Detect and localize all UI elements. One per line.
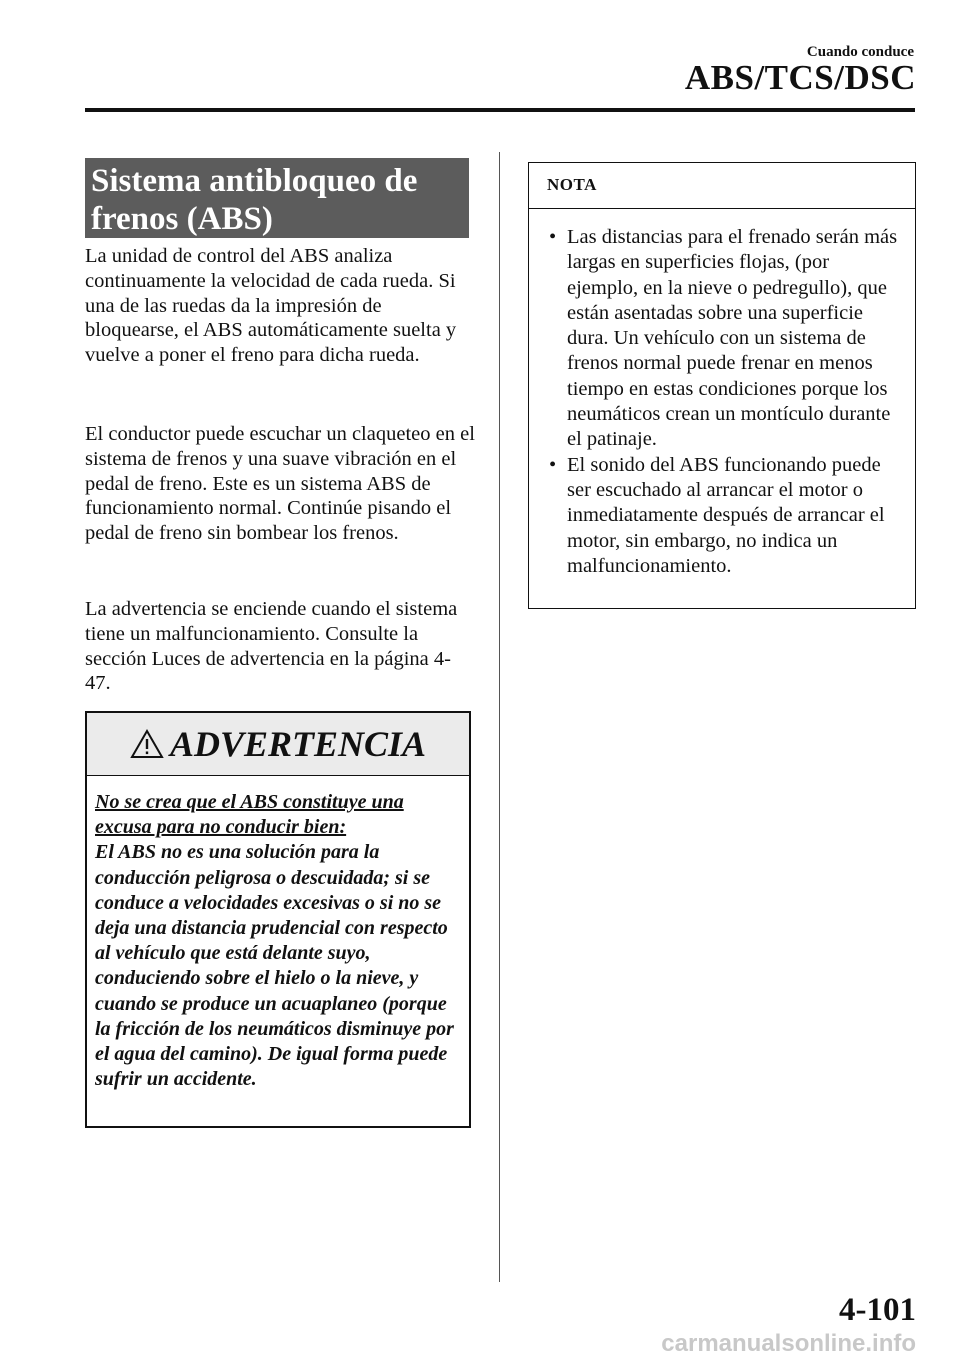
bullet-icon: • bbox=[549, 453, 557, 476]
note-item-text: Las distancias para el frenado serán más largas en superficies flojas, (por ejemplo, en la nieve o pedregullo), que están asentadas sobre una superficie dura. Un vehículo con un sistema de frenos normal puede frenar en menos tiempo en estas condiciones porque los neumáticos crean un montículo durante el patinaje. bbox=[567, 226, 898, 451]
running-header-section: Cuando conduce bbox=[806, 44, 914, 60]
paragraph-abs-noise: El conductor puede escuchar un claqueteo en el sistema de frenos y una suave vibración en el pedal de freno. Este es un sistema ABS de funcionamiento normal. Continúe pisando el pedal de freno sin bombear los frenos. bbox=[85, 423, 475, 545]
warning-text: El ABS no es una solución para la conducción peligrosa o descuidada; si se conduce a velocidades excesivas o si no se deja una distancia prudencial con respecto al vehículo que está delante suyo, conduciendo sobre el hielo o la nieve, y cuando se produce un acuaplaneo (porque la fricción de los neumáticos disminuye por el agua del camino). De igual forma puede sufrir un accidente. bbox=[95, 841, 454, 1091]
warning-title: ADVERTENCIA bbox=[169, 724, 427, 764]
warning-box bbox=[85, 711, 471, 1128]
warning-triangle-icon bbox=[130, 729, 164, 759]
paragraph-abs-control: La unidad de control del ABS analiza continuamente la velocidad de cada rueda. Si una de las ruedas da la impresión de bloquearse, el ABS automáticamente suelta y vuelve a poner el freno para dicha rueda. bbox=[85, 245, 457, 367]
warning-header bbox=[87, 713, 469, 776]
warning-body bbox=[87, 776, 469, 1092]
bullet-icon: • bbox=[549, 226, 557, 248]
page-number: 4-101 bbox=[839, 1292, 916, 1328]
section-heading bbox=[85, 158, 469, 238]
note-list bbox=[529, 209, 915, 579]
watermark: carmanualsonline.info bbox=[661, 1330, 916, 1357]
section-heading-line1: Sistema antibloqueo de bbox=[91, 163, 418, 199]
note-title: NOTA bbox=[529, 163, 915, 209]
column-divider bbox=[499, 152, 500, 1282]
note-item bbox=[549, 225, 905, 453]
note-item-text: El sonido del ABS funcionando puede ser escuchado al arrancar el motor o inmediatamente después de arrancar el motor, sin embargo, no indica un malfuncionamiento. bbox=[567, 453, 885, 577]
note-item bbox=[549, 453, 905, 579]
section-heading-line2: frenos (ABS) bbox=[91, 201, 273, 237]
warning-lead: No se crea que el ABS constituye una excusa para no conducir bien: bbox=[95, 791, 404, 839]
running-header-title: ABS/TCS/DSC bbox=[684, 58, 916, 97]
note-box bbox=[528, 162, 916, 609]
paragraph-warning-light: La advertencia se enciende cuando el sistema tiene un malfuncionamiento. Consulte la sección Luces de advertencia en la página 4-47. bbox=[85, 598, 458, 695]
header-rule bbox=[85, 108, 915, 112]
